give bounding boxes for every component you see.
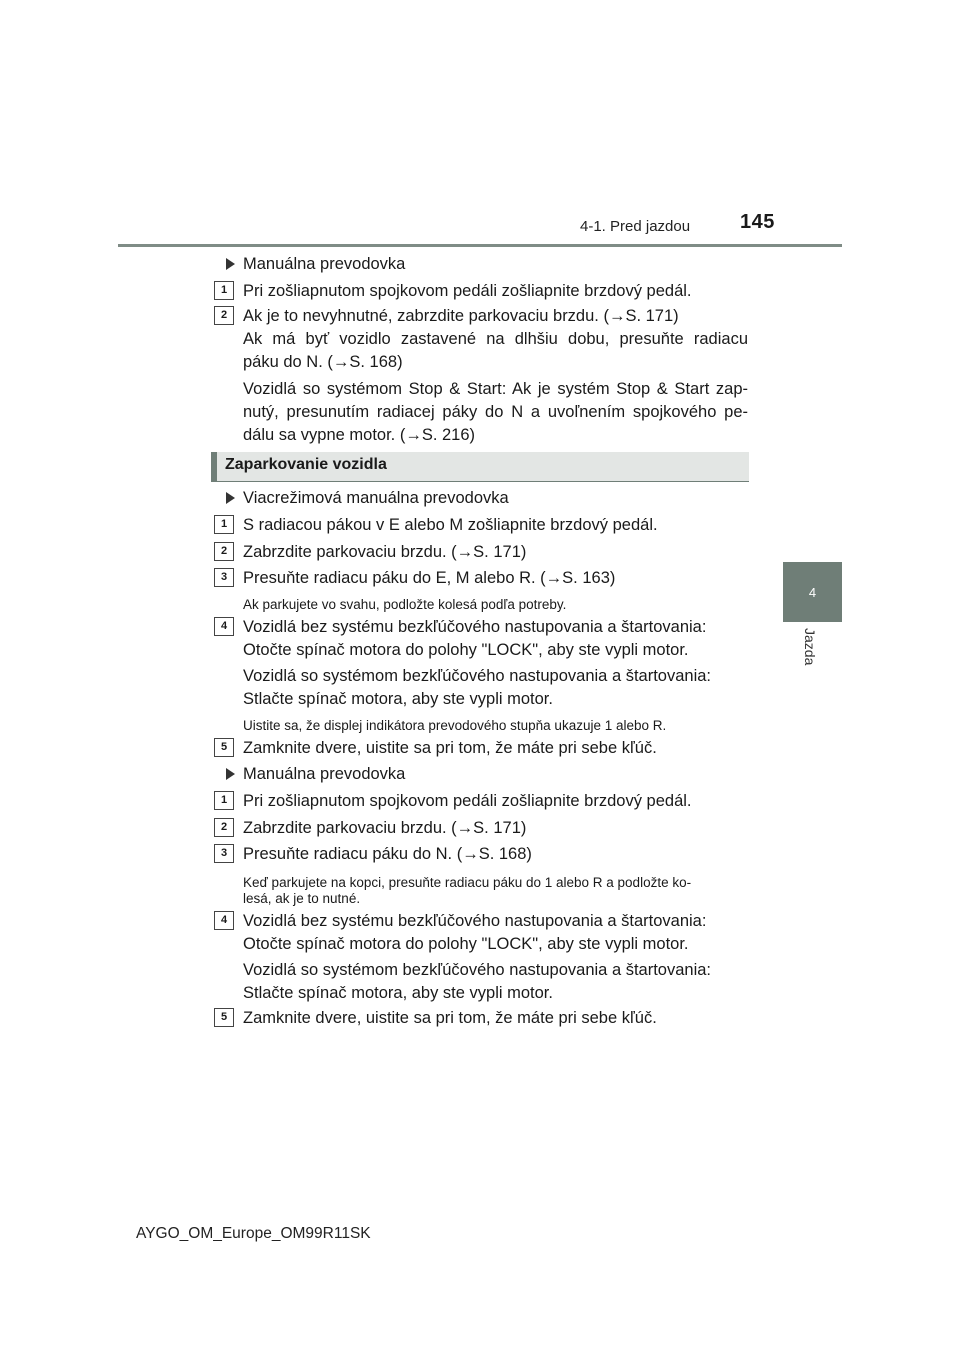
section-header: [211, 452, 749, 482]
step-text: Ak má byť vozidlo zastavené na dlhšiu dobu, presuňte radiacu: [243, 330, 748, 348]
header-rule: [118, 244, 842, 247]
step-number: 3: [214, 844, 234, 863]
step-text: Zamknite dvere, uistite sa pri tom, že máte pri sebe kľúč.: [243, 1009, 657, 1027]
step-number: 2: [214, 306, 234, 325]
step-text: Zabrzdite parkovaciu brzdu. (→S. 171): [243, 543, 527, 561]
triangle-bullet-icon: [226, 768, 235, 780]
note-text: dálu sa vypne motor. (→S. 216): [243, 426, 476, 444]
step-number: 4: [214, 911, 234, 930]
step-number: 2: [214, 542, 234, 561]
header-section-title: 4-1. Pred jazdou: [580, 218, 691, 235]
step-text: Pri zošliapnutom spojkovom pedáli zošliapnite brzdový pedál.: [243, 792, 692, 810]
step-text: Otočte spínač motora do polohy "LOCK", aby ste vypli motor.: [243, 641, 689, 659]
step-number: 1: [214, 281, 234, 300]
step-text: Vozidlá so systémom bezkľúčového nastupovania a štartovania:: [243, 667, 711, 685]
note-text: Uistite sa, že displej indikátora prevodového stupňa ukazuje 1 alebo R.: [243, 718, 667, 733]
step-number: 2: [214, 818, 234, 837]
note-text: Keď parkujete na kopci, presuňte radiacu páku do 1 alebo R a podložte ko-: [243, 875, 692, 890]
step-text: Stlačte spínač motora, aby ste vypli motor.: [243, 984, 553, 1002]
step-text: páku do N. (→S. 168): [243, 353, 403, 371]
step-text: Vozidlá bez systému bezkľúčového nastupovania a štartovania:: [243, 912, 707, 930]
step-number: 3: [214, 568, 234, 587]
step-text: Zamknite dvere, uistite sa pri tom, že máte pri sebe kľúč.: [243, 739, 657, 757]
block-heading: Manuálna prevodovka: [243, 255, 406, 273]
step-text: Vozidlá so systémom bezkľúčového nastupovania a štartovania:: [243, 961, 711, 979]
step-text: Presuňte radiacu páku do E, M alebo R. (→S. 163): [243, 569, 616, 587]
triangle-bullet-icon: [226, 258, 235, 270]
note-text: Ak parkujete vo svahu, podložte kolesá podľa potreby.: [243, 597, 567, 612]
step-number: 4: [214, 617, 234, 636]
step-number: 5: [214, 1008, 234, 1027]
chapter-label: Jazda: [802, 628, 818, 666]
document-footer: AYGO_OM_Europe_OM99R11SK: [136, 1225, 371, 1242]
step-text: Presuňte radiacu páku do N. (→S. 168): [243, 845, 532, 863]
block-heading: Viacrežimová manuálna prevodovka: [243, 489, 509, 507]
block-heading: Manuálna prevodovka: [243, 765, 406, 783]
section-title: Zaparkovanie vozidla: [225, 456, 387, 473]
note-text: Vozidlá so systémom Stop & Start: Ak je systém Stop & Start zap-: [243, 380, 748, 398]
chapter-tab[interactable]: [783, 562, 842, 622]
step-number: 1: [214, 515, 234, 534]
step-text: Stlačte spínač motora, aby ste vypli motor.: [243, 690, 553, 708]
chapter-number: 4: [808, 584, 817, 600]
triangle-bullet-icon: [226, 492, 235, 504]
page-number: 145: [740, 211, 775, 233]
note-text: nutý, presunutím radiacej páky do N a uvoľnením spojkového pe-: [243, 403, 748, 421]
step-text: Vozidlá bez systému bezkľúčového nastupovania a štartovania:: [243, 618, 707, 636]
step-text: Zabrzdite parkovaciu brzdu. (→S. 171): [243, 819, 527, 837]
step-number: 1: [214, 791, 234, 810]
step-text: S radiacou pákou v E alebo M zošliapnite brzdový pedál.: [243, 516, 658, 534]
step-text: Otočte spínač motora do polohy "LOCK", aby ste vypli motor.: [243, 935, 689, 953]
note-text: lesá, ak je to nutné.: [243, 891, 361, 906]
section-accent: [211, 452, 217, 481]
step-text: Pri zošliapnutom spojkovom pedáli zošliapnite brzdový pedál.: [243, 282, 692, 300]
step-number: 5: [214, 738, 234, 757]
step-text: Ak je to nevyhnutné, zabrzdite parkovaciu brzdu. (→S. 171): [243, 307, 679, 325]
